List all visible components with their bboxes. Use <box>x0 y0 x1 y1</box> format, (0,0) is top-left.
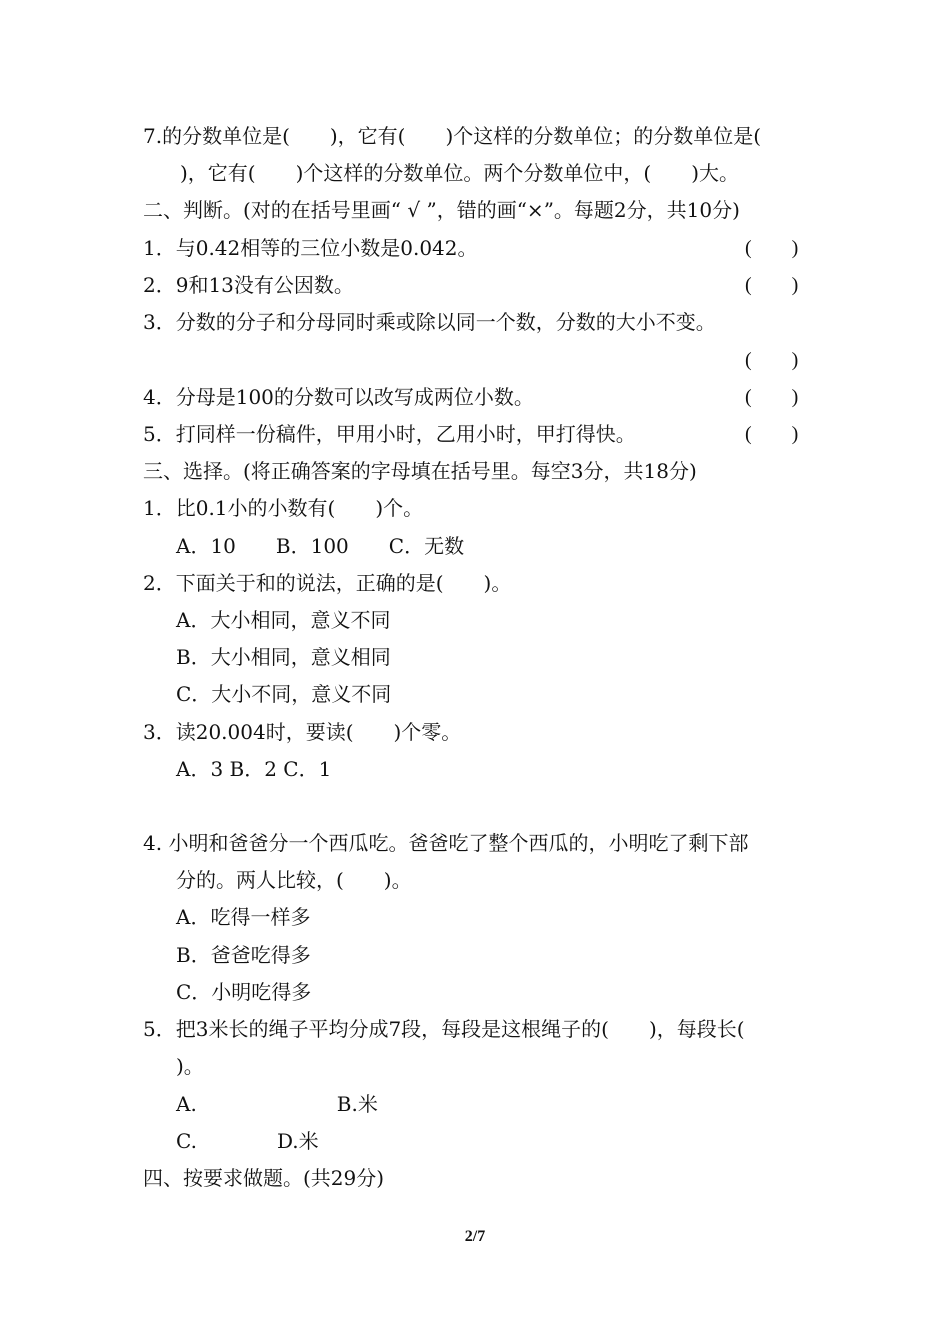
section-3-heading: 三、选择。(将正确答案的字母填在括号里。每空3分，共18分) <box>143 459 697 483</box>
judge-bracket-4: ( ) <box>745 386 799 408</box>
choice-q5-options-cd: C. D.米 <box>176 1129 319 1153</box>
judge-bracket-3: ( ) <box>745 349 799 371</box>
section-4-heading: 四、按要求做题。(共29分) <box>143 1166 385 1190</box>
choice-q1-options: A．10 B．100 C．无数 <box>176 534 465 558</box>
choice-q4-option-b: B．爸爸吃得多 <box>176 943 311 967</box>
judge-item-3: 3．分数的分子和分母同时乘或除以同一个数，分数的大小不变。 <box>143 310 716 334</box>
choice-q5-options-ab: A. B.米 <box>176 1092 378 1116</box>
judge-item-1: 1．与0.42相等的三位小数是0.042。 <box>143 236 478 260</box>
judge-item-4: 4．分母是100的分数可以改写成两位小数。 <box>143 385 534 409</box>
section-2-heading: 二、判断。(对的在括号里画“ √ ”，错的画“×”。每题2分，共10分) <box>143 198 740 222</box>
judge-bracket-5: ( ) <box>745 423 799 445</box>
q7-line-1: 7.的分数单位是( )，它有( )个这样的分数单位；的分数单位是( <box>143 124 762 148</box>
choice-q4-option-a: A．吃得一样多 <box>176 905 311 929</box>
choice-q2: 2．下面关于和的说法，正确的是( )。 <box>143 571 512 595</box>
page-number: 2/7 <box>464 1228 486 1245</box>
choice-q2-option-b: B．大小相同，意义相同 <box>176 645 391 669</box>
choice-q5-line-1: 5．把3米长的绳子平均分成7段，每段是这根绳子的( )，每段长( <box>143 1017 745 1041</box>
choice-q5-line-2: )。 <box>176 1054 204 1078</box>
choice-q2-option-c: C．大小不同，意义不同 <box>176 682 392 706</box>
choice-q4-option-c: C．小明吃得多 <box>176 980 312 1004</box>
choice-q1: 1．比0.1小的小数有( )个。 <box>143 496 424 520</box>
judge-item-2: 2．9和13没有公因数。 <box>143 273 354 297</box>
choice-q3: 3．读20.004时，要读( )个零。 <box>143 720 462 744</box>
judge-bracket-1: ( ) <box>745 237 799 259</box>
choice-q4-line-2: 分的。两人比较，( )。 <box>176 868 412 892</box>
q7-line-2: )，它有( )个这样的分数单位。两个分数单位中，( )大。 <box>160 161 740 185</box>
choice-q2-option-a: A．大小相同，意义不同 <box>176 608 391 632</box>
judge-bracket-2: ( ) <box>745 274 799 296</box>
choice-q4-line-1: 4. 小明和爸爸分一个西瓜吃。爸爸吃了整个西瓜的，小明吃了剩下部 <box>143 831 749 855</box>
judge-item-5: 5．打同样一份稿件，甲用小时，乙用小时，甲打得快。 <box>143 422 636 446</box>
choice-q3-options: A．3 B．2 C．1 <box>176 757 332 781</box>
